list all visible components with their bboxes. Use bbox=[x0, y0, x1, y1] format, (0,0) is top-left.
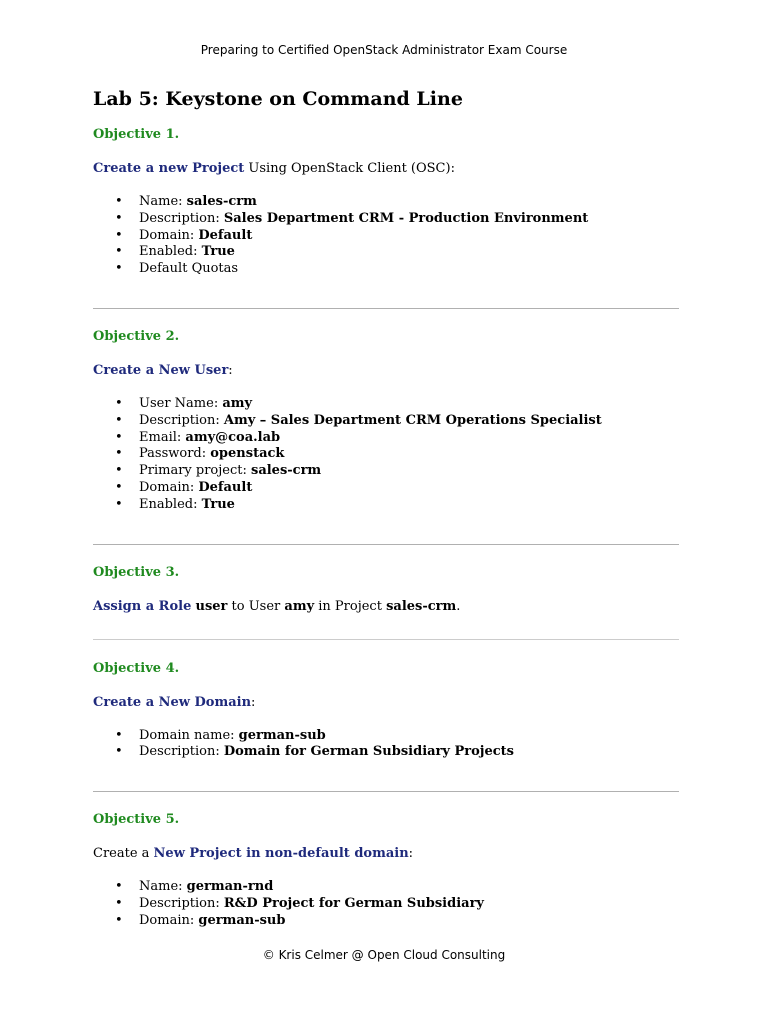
list-item-key: Description: bbox=[139, 210, 224, 226]
list-item-value: True bbox=[201, 496, 235, 512]
task-text: in Project bbox=[314, 598, 387, 614]
list-item-key: Enabled: bbox=[139, 496, 202, 512]
objective-3-link: Assign a Role bbox=[93, 598, 192, 614]
list-item-value: sales-crm bbox=[251, 463, 322, 479]
list-item-key: Domain name: bbox=[139, 727, 239, 743]
objective-1-task bbox=[93, 160, 679, 178]
objective-2-task-rest: : bbox=[228, 362, 233, 378]
objective-4-link: Create a New Domain bbox=[93, 694, 252, 710]
list-item-value: amy@coa.lab bbox=[185, 429, 281, 445]
list-item bbox=[93, 244, 679, 261]
objective-5-list bbox=[93, 879, 679, 929]
list-item-value: True bbox=[201, 244, 235, 260]
list-item-value: Default bbox=[198, 227, 253, 243]
document-body bbox=[93, 86, 679, 930]
list-item-value: german-rnd bbox=[186, 879, 274, 895]
list-item bbox=[93, 497, 679, 514]
list-item-key: User Name: bbox=[139, 395, 223, 411]
list-item-value: R&D Project for German Subsidiary bbox=[223, 895, 484, 911]
list-item bbox=[93, 463, 679, 480]
objective-5-task bbox=[93, 845, 679, 863]
user-name: amy bbox=[284, 598, 315, 614]
objective-5-link: New Project in non-default domain bbox=[153, 846, 409, 862]
list-item-key: Name: bbox=[139, 194, 187, 209]
page-title: Lab 5: Keystone on Command Line bbox=[93, 88, 463, 110]
page-footer: © Kris Celmer @ Open Cloud Consulting bbox=[262, 948, 506, 962]
objective-4-task bbox=[93, 694, 679, 712]
list-item-key: Name: bbox=[139, 879, 187, 895]
objective-1-link: Create a new Project bbox=[93, 161, 245, 176]
list-item-key: Description: bbox=[139, 895, 224, 911]
objective-1-section bbox=[93, 126, 679, 278]
list-item bbox=[93, 194, 679, 211]
objective-4-list bbox=[93, 728, 679, 762]
list-item bbox=[93, 396, 679, 413]
task-text: to User bbox=[227, 598, 285, 614]
list-item-key: Description: bbox=[139, 412, 224, 428]
list-item-value: Sales Department CRM - Production Environment bbox=[223, 210, 589, 226]
list-item-key: Primary project: bbox=[139, 463, 251, 479]
objective-5-label: Objective 5. bbox=[93, 812, 180, 828]
list-item-key: Email: bbox=[139, 429, 186, 445]
list-item bbox=[93, 413, 679, 430]
objective-5-section bbox=[93, 811, 679, 929]
objective-2-list bbox=[93, 396, 679, 514]
list-item-key: Password: bbox=[139, 446, 211, 462]
page-header: Preparing to Certified OpenStack Administrator Exam Course bbox=[200, 43, 568, 57]
objective-1-task-rest: Using OpenStack Client (OSC): bbox=[244, 161, 455, 176]
list-item bbox=[93, 446, 679, 463]
objective-5-task-rest: : bbox=[408, 846, 414, 862]
list-item bbox=[93, 480, 679, 497]
list-item-value: Default bbox=[198, 479, 253, 495]
task-text: Create a bbox=[93, 846, 154, 862]
list-item-value: Amy – Sales Department CRM Operations Specialist bbox=[223, 412, 602, 428]
list-item-key: Enabled: bbox=[139, 244, 202, 260]
list-item bbox=[93, 913, 679, 930]
objective-2-label: Objective 2. bbox=[93, 328, 180, 344]
list-item-key: Domain: bbox=[139, 227, 199, 243]
list-item-key: Default Quotas bbox=[139, 261, 239, 277]
project-name: sales-crm bbox=[386, 598, 457, 614]
list-item bbox=[93, 430, 679, 447]
objective-4-label: Objective 4. bbox=[93, 660, 180, 676]
list-item bbox=[93, 728, 679, 745]
list-item-value: amy bbox=[222, 395, 253, 411]
list-item-value: german-sub bbox=[238, 727, 326, 743]
list-item bbox=[93, 879, 679, 896]
list-item bbox=[93, 896, 679, 913]
role-name: user bbox=[195, 598, 228, 614]
list-item-key: Domain: bbox=[139, 479, 199, 495]
objective-1-list bbox=[93, 194, 679, 278]
list-item bbox=[93, 261, 679, 278]
objective-4-task-rest: : bbox=[251, 694, 256, 710]
task-text: . bbox=[456, 598, 461, 614]
list-item-key: Domain: bbox=[139, 912, 199, 928]
objective-1-label: Objective 1. bbox=[93, 127, 180, 142]
objective-2-task bbox=[93, 362, 679, 380]
objective-3-task bbox=[93, 598, 679, 616]
objective-2-section bbox=[93, 328, 679, 514]
objective-3-section bbox=[93, 564, 679, 616]
list-item-value: openstack bbox=[210, 446, 285, 462]
objective-2-link: Create a New User bbox=[93, 362, 229, 378]
list-item bbox=[93, 228, 679, 245]
list-item bbox=[93, 211, 679, 228]
list-item-value: sales-crm bbox=[186, 194, 257, 209]
list-item bbox=[93, 744, 679, 761]
objective-4-section bbox=[93, 660, 679, 762]
list-item-value: Domain for German Subsidiary Projects bbox=[223, 744, 514, 760]
list-item-value: german-sub bbox=[198, 912, 286, 928]
objective-3-label: Objective 3. bbox=[93, 564, 180, 580]
list-item-key: Description: bbox=[139, 744, 224, 760]
